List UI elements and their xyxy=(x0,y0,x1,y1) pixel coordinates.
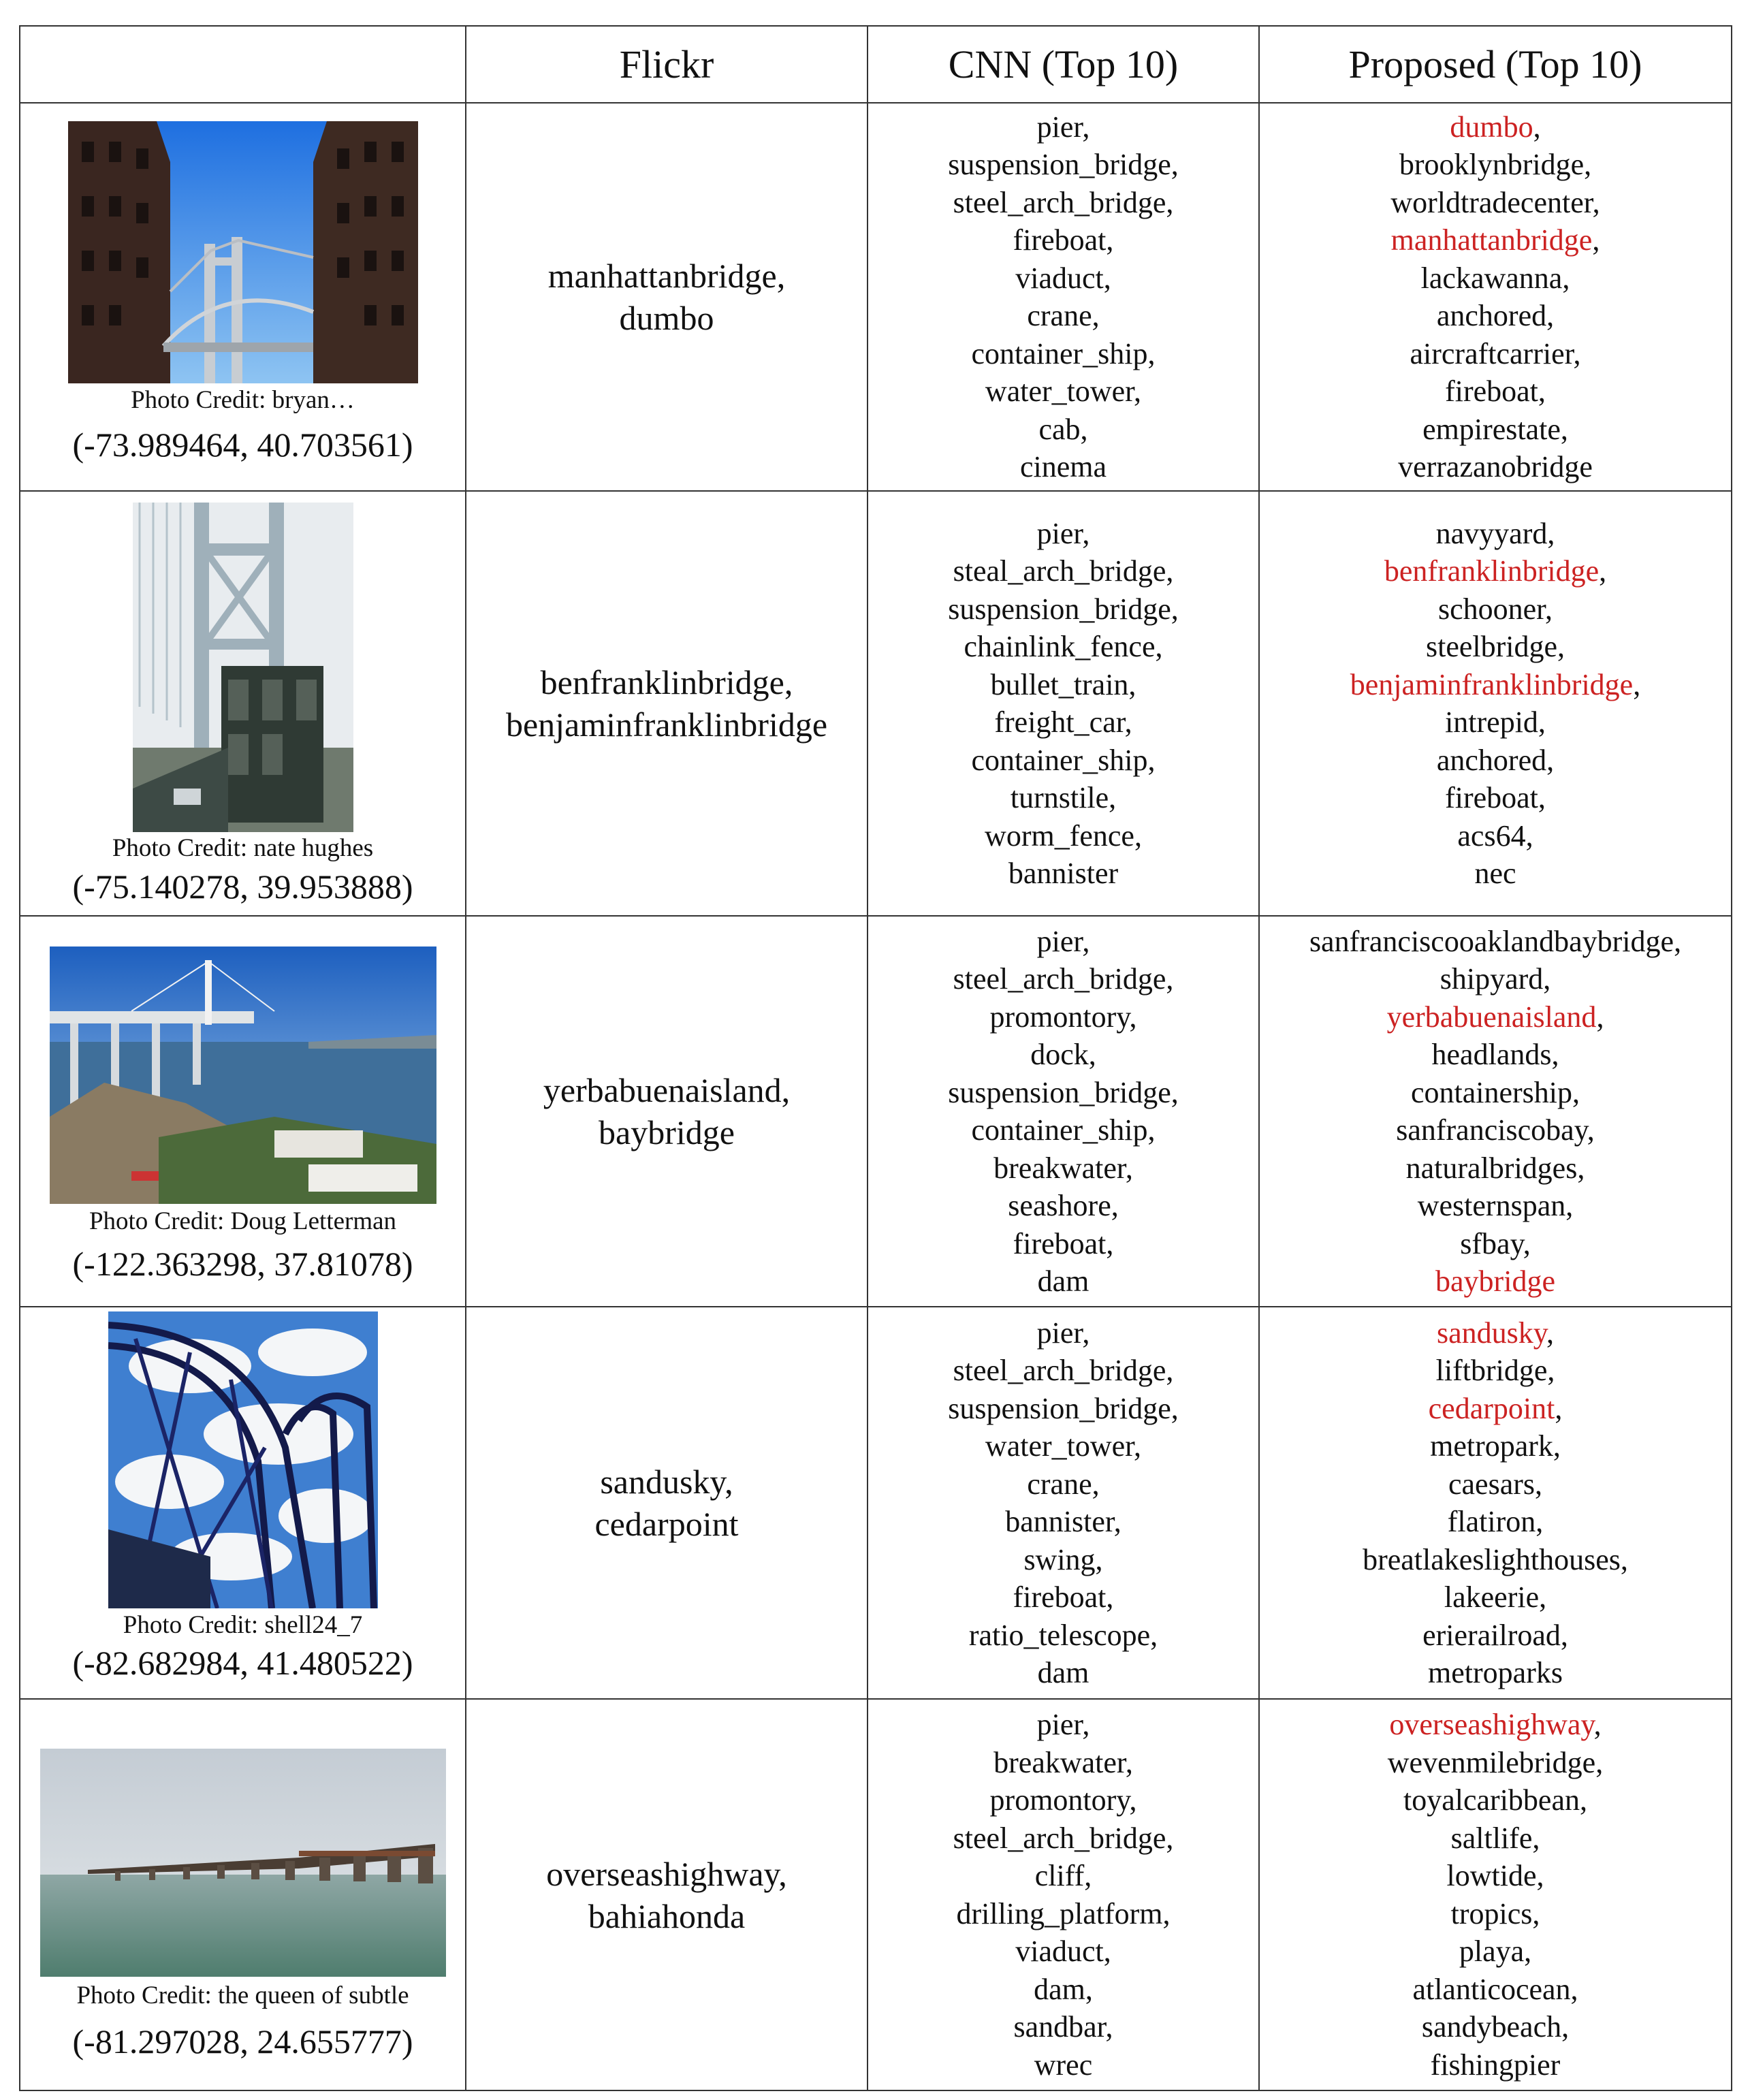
proposed-tag-separator: , xyxy=(1532,1821,1540,1855)
proposed-tag xyxy=(1260,1503,1731,1541)
cnn-tag: steel_arch_bridge, xyxy=(953,962,1174,996)
proposed-tag-word: lackawanna xyxy=(1420,261,1563,295)
proposed-tag-separator: , xyxy=(1536,1859,1544,1892)
proposed-tag xyxy=(1260,1149,1731,1188)
proposed-tag-word: saltlife xyxy=(1450,1821,1533,1855)
proposed-tags-cell xyxy=(1259,916,1732,1307)
proposed-tag-separator: , xyxy=(1595,1745,1604,1779)
cnn-tag: breakwater, xyxy=(993,1745,1133,1779)
flickr-tags-cell xyxy=(466,491,868,916)
flickr-tag: cedarpoint xyxy=(594,1505,739,1543)
proposed-tag xyxy=(1260,1036,1731,1074)
proposed-tag xyxy=(1260,1111,1731,1149)
proposed-tag-word: schooner xyxy=(1437,592,1546,626)
proposed-tag-separator: , xyxy=(1545,592,1553,626)
proposed-tag-word: fishingpier xyxy=(1430,2048,1561,2082)
proposed-tag xyxy=(1260,923,1731,961)
proposed-tag xyxy=(1260,1262,1731,1301)
photo-credit: Photo Credit: the queen of subtle xyxy=(76,1982,409,2009)
cnn-tag: seashore, xyxy=(1008,1189,1119,1222)
photo-credit: Photo Credit: Doug Letterman xyxy=(89,1207,397,1235)
proposed-tag xyxy=(1260,1390,1731,1428)
proposed-tag xyxy=(1260,1465,1731,1504)
cnn-tag: fireboat, xyxy=(1013,1580,1114,1614)
proposed-tag-word: flatiron xyxy=(1447,1505,1536,1538)
cnn-tag: crane, xyxy=(1027,299,1100,332)
header-flickr: Flickr xyxy=(466,26,868,103)
proposed-tag xyxy=(1260,1314,1731,1352)
proposed-tag-word: intrepid xyxy=(1445,705,1538,739)
proposed-tag xyxy=(1260,1706,1731,1744)
cnn-tag: steal_arch_bridge, xyxy=(953,554,1174,588)
proposed-tag-separator: , xyxy=(1546,299,1555,332)
proposed-tags-cell xyxy=(1259,1307,1732,1699)
proposed-tag xyxy=(1260,703,1731,742)
cnn-tags-cell xyxy=(868,1699,1259,2090)
flickr-tags-cell xyxy=(466,1699,868,2090)
photo-cell xyxy=(20,491,466,916)
proposed-tag-separator: , xyxy=(1532,1896,1540,1930)
proposed-tag xyxy=(1260,1074,1731,1112)
cnn-tag: wrec xyxy=(1034,2048,1093,2082)
proposed-tag-separator: , xyxy=(1538,781,1546,814)
proposed-tag-separator: , xyxy=(1565,1189,1574,1222)
cnn-tag: freight_car, xyxy=(994,705,1132,739)
cnn-tag: cinema xyxy=(1019,450,1107,483)
proposed-tag-separator: , xyxy=(1599,554,1607,588)
flickr-tag: bahiahonda xyxy=(588,1896,746,1935)
proposed-tag-separator: , xyxy=(1551,1038,1559,1071)
cnn-tag: steel_arch_bridge, xyxy=(953,1821,1174,1855)
cnn-tag: dam xyxy=(1037,1656,1089,1689)
cnn-tag: turnstile, xyxy=(1010,781,1117,814)
proposed-tag-word: naturalbridges xyxy=(1405,1151,1578,1185)
proposed-tag-word: manhattanbridge xyxy=(1390,223,1593,257)
cnn-tag: suspension_bridge, xyxy=(948,1391,1179,1425)
proposed-tag-separator: , xyxy=(1533,110,1541,144)
proposed-tag-word: breatlakeslighthouses xyxy=(1363,1542,1621,1576)
cnn-tag: pier, xyxy=(1036,110,1090,144)
photo-overseas-highway xyxy=(40,1749,446,1977)
proposed-tag-word: benjaminfranklinbridge xyxy=(1350,667,1634,701)
flickr-tag: benjaminfranklinbridge xyxy=(505,705,828,744)
proposed-tag-separator: , xyxy=(1547,516,1555,550)
cnn-tag: steel_arch_bridge, xyxy=(953,185,1174,219)
proposed-tag-word: anchored xyxy=(1436,743,1547,777)
proposed-tag-separator: , xyxy=(1538,705,1546,739)
proposed-tag-word: nec xyxy=(1474,857,1516,890)
proposed-tag-word: baybridge xyxy=(1435,1264,1555,1298)
cnn-tag: dam xyxy=(1037,1264,1089,1298)
proposed-tag xyxy=(1260,1857,1731,1895)
photo-credit: Photo Credit: shell24_7 xyxy=(123,1611,363,1639)
cnn-tag: fireboat, xyxy=(1013,223,1114,257)
header-blank xyxy=(20,26,466,103)
cnn-tag: promontory, xyxy=(989,1783,1137,1817)
proposed-tag-separator: , xyxy=(1538,375,1546,408)
cnn-tag: pier, xyxy=(1036,1316,1090,1350)
proposed-tag-separator: , xyxy=(1561,2010,1570,2043)
cnn-tag: cab, xyxy=(1038,412,1088,446)
proposed-tag-word: sanfranciscobay xyxy=(1396,1113,1587,1147)
proposed-tag-separator: , xyxy=(1620,1542,1628,1576)
proposed-tag-separator: , xyxy=(1553,1429,1561,1463)
proposed-tag-word: wevenmilebridge xyxy=(1387,1745,1596,1779)
proposed-tag-word: toyalcaribbean xyxy=(1403,1783,1580,1817)
proposed-tag-word: lakeerie xyxy=(1444,1580,1540,1614)
cnn-tag: ratio_telescope, xyxy=(968,1618,1158,1652)
cnn-tag: container_ship, xyxy=(971,1113,1156,1147)
cnn-tag: suspension_bridge, xyxy=(948,148,1179,181)
proposed-tag-separator: , xyxy=(1523,1226,1531,1260)
cnn-tag: container_ship, xyxy=(971,336,1156,370)
cnn-tag: bannister xyxy=(1008,857,1119,890)
photo-coordinates: (-81.297028, 24.655777) xyxy=(72,2022,413,2061)
proposed-tag-word: headlands xyxy=(1431,1038,1552,1071)
proposed-tag-word: empirestate xyxy=(1422,412,1561,446)
proposed-tag-separator: , xyxy=(1593,1708,1602,1741)
proposed-tag-separator: , xyxy=(1570,1972,1578,2006)
proposed-tag-separator: , xyxy=(1536,1505,1544,1538)
proposed-tag xyxy=(1260,817,1731,855)
photo-coordinates: (-82.682984, 41.480522) xyxy=(72,1644,413,1682)
proposed-tags-cell xyxy=(1259,1699,1732,2090)
proposed-tag-word: navyyard xyxy=(1435,516,1548,550)
cnn-tag: water_tower, xyxy=(985,375,1142,408)
proposed-tag-separator: , xyxy=(1573,336,1581,370)
proposed-tag xyxy=(1260,1895,1731,1933)
cnn-tag: water_tower, xyxy=(985,1429,1142,1463)
cnn-tag: dock, xyxy=(1030,1038,1096,1071)
cnn-tag: cliff, xyxy=(1034,1859,1092,1892)
proposed-tag-separator: , xyxy=(1633,667,1641,701)
cnn-tag: container_ship, xyxy=(971,743,1156,777)
proposed-tags-cell xyxy=(1259,491,1732,916)
proposed-tag xyxy=(1260,184,1731,222)
cnn-tags-cell xyxy=(868,1307,1259,1699)
proposed-tag xyxy=(1260,1819,1731,1858)
proposed-tag-separator: , xyxy=(1547,1354,1555,1387)
proposed-tag xyxy=(1260,590,1731,629)
photo-credit: Photo Credit: bryan… xyxy=(131,386,355,414)
photo-bay-bridge xyxy=(50,946,436,1204)
cnn-tag: bullet_train, xyxy=(990,667,1136,701)
table-row xyxy=(20,103,1732,491)
flickr-tag: dumbo xyxy=(619,299,714,337)
proposed-tag xyxy=(1260,1744,1731,1782)
proposed-tag-word: cedarpoint xyxy=(1428,1391,1555,1425)
photo-cell xyxy=(20,1699,466,2090)
cnn-tags-cell xyxy=(868,916,1259,1307)
proposed-tag xyxy=(1260,2046,1731,2084)
proposed-tag xyxy=(1260,998,1731,1036)
proposed-tag-separator: , xyxy=(1524,1935,1532,1968)
proposed-tag-list xyxy=(1260,1314,1731,1692)
photo-cell xyxy=(20,916,466,1307)
proposed-tag-word: yerbabuenaisland xyxy=(1386,1000,1597,1034)
proposed-tag-separator: , xyxy=(1535,1467,1542,1501)
proposed-tag-word: dumbo xyxy=(1450,110,1533,144)
cnn-tag: pier, xyxy=(1036,516,1090,550)
photo-cell xyxy=(20,103,466,491)
flickr-tags-cell xyxy=(466,103,868,491)
proposed-tag-word: sandusky xyxy=(1437,1316,1546,1350)
photo-coordinates: (-73.989464, 40.703561) xyxy=(72,426,413,464)
proposed-tag-word: aircraftcarrier xyxy=(1410,336,1574,370)
cnn-tag: suspension_bridge, xyxy=(948,1075,1179,1109)
proposed-tag-separator: , xyxy=(1577,1151,1585,1185)
photo-cell xyxy=(20,1307,466,1699)
proposed-tag-separator: , xyxy=(1539,1580,1547,1614)
proposed-tag xyxy=(1260,1654,1731,1692)
proposed-tag xyxy=(1260,372,1731,411)
flickr-tag: benfranklinbridge, xyxy=(540,663,793,701)
table-row xyxy=(20,491,1732,916)
proposed-tag xyxy=(1260,1971,1731,2009)
photo-coordinates: (-122.363298, 37.81078) xyxy=(72,1245,413,1283)
proposed-tag-separator: , xyxy=(1546,1316,1554,1350)
proposed-tag-word: liftbridge xyxy=(1435,1354,1548,1387)
proposed-tag-word: fireboat xyxy=(1445,781,1538,814)
proposed-tag-list xyxy=(1260,515,1731,893)
proposed-tag-separator: , xyxy=(1587,1113,1595,1147)
proposed-tag-word: steelbridge xyxy=(1425,630,1558,663)
proposed-tag-word: lowtide xyxy=(1446,1859,1537,1892)
table-row xyxy=(20,1307,1732,1699)
proposed-tag-word: brooklynbridge xyxy=(1399,148,1585,181)
proposed-tag xyxy=(1260,855,1731,893)
cnn-tag: crane, xyxy=(1027,1467,1100,1501)
proposed-tag-word: metroparks xyxy=(1428,1656,1563,1689)
proposed-tag xyxy=(1260,335,1731,373)
proposed-tag-separator: , xyxy=(1596,1000,1604,1034)
proposed-tag-separator: , xyxy=(1546,743,1555,777)
cnn-tag: drilling_platform, xyxy=(956,1896,1171,1930)
proposed-tag-word: playa xyxy=(1459,1935,1525,1968)
proposed-tag xyxy=(1260,1617,1731,1655)
proposed-tag-word: fireboat xyxy=(1445,375,1538,408)
photo-manhattan-bridge xyxy=(68,121,418,383)
proposed-tag-word: benfranklinbridge xyxy=(1384,554,1600,588)
cnn-tag: swing, xyxy=(1023,1542,1103,1576)
proposed-tag xyxy=(1260,960,1731,998)
flickr-tags-cell xyxy=(466,916,868,1307)
header-row xyxy=(20,26,1732,103)
proposed-tag-word: acs64 xyxy=(1457,818,1526,853)
flickr-tag: yerbabuenaisland, xyxy=(543,1071,791,1109)
photo-credit: Photo Credit: nate hughes xyxy=(112,834,374,862)
proposed-tag-word: atlanticocean xyxy=(1412,1972,1571,2006)
cnn-tag: steel_arch_bridge, xyxy=(953,1354,1174,1387)
proposed-tag-word: verrazanobridge xyxy=(1398,450,1593,483)
proposed-tag xyxy=(1260,515,1731,553)
cnn-tags-cell xyxy=(868,491,1259,916)
proposed-tag xyxy=(1260,666,1731,704)
cnn-tag: suspension_bridge, xyxy=(948,592,1179,626)
proposed-tag-list xyxy=(1260,923,1731,1301)
proposed-tag-separator: , xyxy=(1525,818,1533,853)
proposed-tag-separator: , xyxy=(1557,630,1565,663)
proposed-tag-word: anchored xyxy=(1436,299,1547,332)
cnn-tag: pier, xyxy=(1036,1708,1090,1741)
proposed-tag-word: worldtradecenter xyxy=(1390,185,1593,219)
cnn-tag: viaduct, xyxy=(1015,1935,1111,1968)
proposed-tag xyxy=(1260,448,1731,486)
proposed-tag-separator: , xyxy=(1592,223,1600,257)
proposed-tag-separator: , xyxy=(1572,1075,1580,1109)
proposed-tag xyxy=(1260,146,1731,184)
flickr-tag: sandusky, xyxy=(600,1463,733,1501)
header-cnn: CNN (Top 10) xyxy=(868,26,1259,103)
proposed-tag xyxy=(1260,1541,1731,1579)
cnn-tag: viaduct, xyxy=(1015,261,1111,295)
flickr-tags-cell xyxy=(466,1307,868,1699)
proposed-tag xyxy=(1260,1781,1731,1819)
proposed-tag-separator: , xyxy=(1579,1783,1587,1817)
proposed-tag xyxy=(1260,779,1731,817)
proposed-tag xyxy=(1260,1352,1731,1390)
cnn-tag: chainlink_fence, xyxy=(964,630,1163,663)
cnn-tag: worm_fence, xyxy=(985,818,1142,853)
proposed-tag xyxy=(1260,628,1731,666)
proposed-tag-separator: , xyxy=(1674,924,1682,958)
proposed-tag-word: sfbay xyxy=(1460,1226,1523,1260)
proposed-tag-separator: , xyxy=(1560,1618,1568,1652)
proposed-tag-word: overseashighway xyxy=(1389,1708,1594,1741)
proposed-tag-list xyxy=(1260,1706,1731,2084)
proposed-tag xyxy=(1260,1932,1731,1971)
flickr-tag: overseashighway, xyxy=(546,1854,787,1893)
proposed-tag-separator: , xyxy=(1543,962,1551,996)
proposed-tag-word: sanfranciscooaklandbaybridge xyxy=(1309,924,1674,958)
proposed-tag-word: tropics xyxy=(1450,1896,1533,1930)
proposed-tag xyxy=(1260,1578,1731,1617)
cnn-tags-cell xyxy=(868,103,1259,491)
proposed-tag xyxy=(1260,221,1731,259)
table-row xyxy=(20,1699,1732,2090)
proposed-tag-separator: , xyxy=(1560,412,1568,446)
cnn-tag: fireboat, xyxy=(1013,1226,1114,1260)
flickr-tag: manhattanbridge, xyxy=(547,257,786,295)
cnn-tag: promontory, xyxy=(989,1000,1137,1034)
proposed-tags-cell xyxy=(1259,103,1732,491)
cnn-tag: bannister, xyxy=(1005,1505,1121,1538)
table-row xyxy=(20,916,1732,1307)
proposed-tag-word: westernspan xyxy=(1417,1189,1566,1222)
proposed-tag xyxy=(1260,297,1731,335)
cnn-tag: dam, xyxy=(1034,1972,1093,2006)
proposed-tag xyxy=(1260,108,1731,146)
flickr-tag: baybridge xyxy=(599,1113,735,1151)
proposed-tag-separator: , xyxy=(1584,148,1592,181)
proposed-tag-word: sandybeach xyxy=(1421,2010,1562,2043)
proposed-tag-word: caesars xyxy=(1448,1467,1535,1501)
proposed-tag xyxy=(1260,411,1731,449)
proposed-tag-separator: , xyxy=(1555,1391,1563,1425)
photo-ben-franklin-bridge xyxy=(133,503,353,832)
results-table xyxy=(19,25,1732,2091)
proposed-tag-word: metropark xyxy=(1430,1429,1553,1463)
proposed-tag-word: shipyard xyxy=(1439,962,1544,996)
proposed-tag xyxy=(1260,1225,1731,1263)
photo-coordinates: (-75.140278, 39.953888) xyxy=(72,868,413,906)
proposed-tag xyxy=(1260,742,1731,780)
cnn-tag: pier, xyxy=(1036,924,1090,958)
proposed-tag-word: containership xyxy=(1410,1075,1573,1109)
proposed-tag xyxy=(1260,259,1731,298)
proposed-tag xyxy=(1260,1187,1731,1225)
cnn-tag: sandbar, xyxy=(1013,2010,1113,2043)
proposed-tag xyxy=(1260,1427,1731,1465)
proposed-tag-word: erierailroad xyxy=(1422,1618,1561,1652)
cnn-tag: breakwater, xyxy=(993,1151,1133,1185)
proposed-tag-separator: , xyxy=(1562,261,1570,295)
header-proposed: Proposed (Top 10) xyxy=(1259,26,1732,103)
proposed-tag xyxy=(1260,2008,1731,2046)
proposed-tag-list xyxy=(1260,108,1731,486)
photo-cedar-point-coaster xyxy=(108,1311,378,1608)
proposed-tag xyxy=(1260,552,1731,590)
proposed-tag-separator: , xyxy=(1592,185,1600,219)
